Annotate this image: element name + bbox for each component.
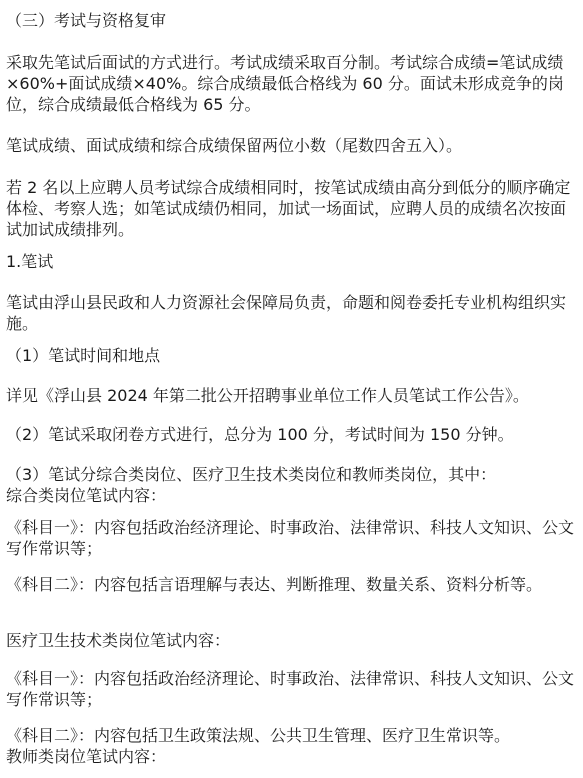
section-written-exam: 1.笔试	[6, 252, 54, 271]
general-subject-two: 《科目二》：内容包括言语理解与表达、判断推理、数量关系、资料分析等。	[6, 575, 543, 594]
paragraph-exam-organizer: 笔试由浮山县民政和人力资源社会保障局负责，命题和阅卷委托专业机构组织实施。	[6, 293, 567, 333]
medical-content-heading: 医疗卫生技术类岗位笔试内容：	[6, 631, 231, 650]
teacher-content-heading: 教师类岗位笔试内容：	[6, 747, 167, 766]
item-time-location: （1）笔试时间和地点	[6, 346, 161, 365]
medical-subject-one: 《科目一》：内容包括政治经济理论、时事政治、法律常识、科技人文知识、公文写作常识等；	[6, 669, 575, 709]
general-subject-one: 《科目一》：内容包括政治经济理论、时事政治、法律常识、科技人文知识、公文写作常识等；	[6, 518, 575, 558]
item-exam-categories: （3）笔试分综合类岗位、医疗卫生技术类岗位和教师类岗位，其中：	[6, 465, 497, 484]
paragraph-scoring: 采取先笔试后面试的方式进行。考试成绩采取百分制。考试综合成绩=笔试成绩×60%+面试成绩×40%。综合成绩最低合格线为 60 分。面试未形成竞争的岗位，综合成绩最低合格线为 65 分。	[6, 53, 564, 114]
paragraph-see-notice: 详见《浮山县 2024 年第二批公开招聘事业单位工作人员笔试工作公告》。	[6, 386, 529, 405]
general-content-heading: 综合类岗位笔试内容：	[6, 486, 167, 505]
paragraph-decimals: 笔试成绩、面试成绩和综合成绩保留两位小数（尾数四舍五入）。	[6, 136, 463, 155]
paragraph-tie-break: 若 2 名以上应聘人员考试综合成绩相同时，按笔试成绩由高分到低分的顺序确定体检、考察人选；如笔试成绩仍相同，加试一场面试，应聘人员的成绩名次按面试加试成绩排列。	[6, 178, 571, 239]
section-heading: （三）考试与资格复审	[6, 11, 167, 30]
item-exam-format: （2）笔试采取闭卷方式进行，总分为 100 分，考试时间为 150 分钟。	[6, 425, 514, 444]
medical-subject-two: 《科目二》：内容包括卫生政策法规、公共卫生管理、医疗卫生常识等。	[6, 726, 511, 745]
